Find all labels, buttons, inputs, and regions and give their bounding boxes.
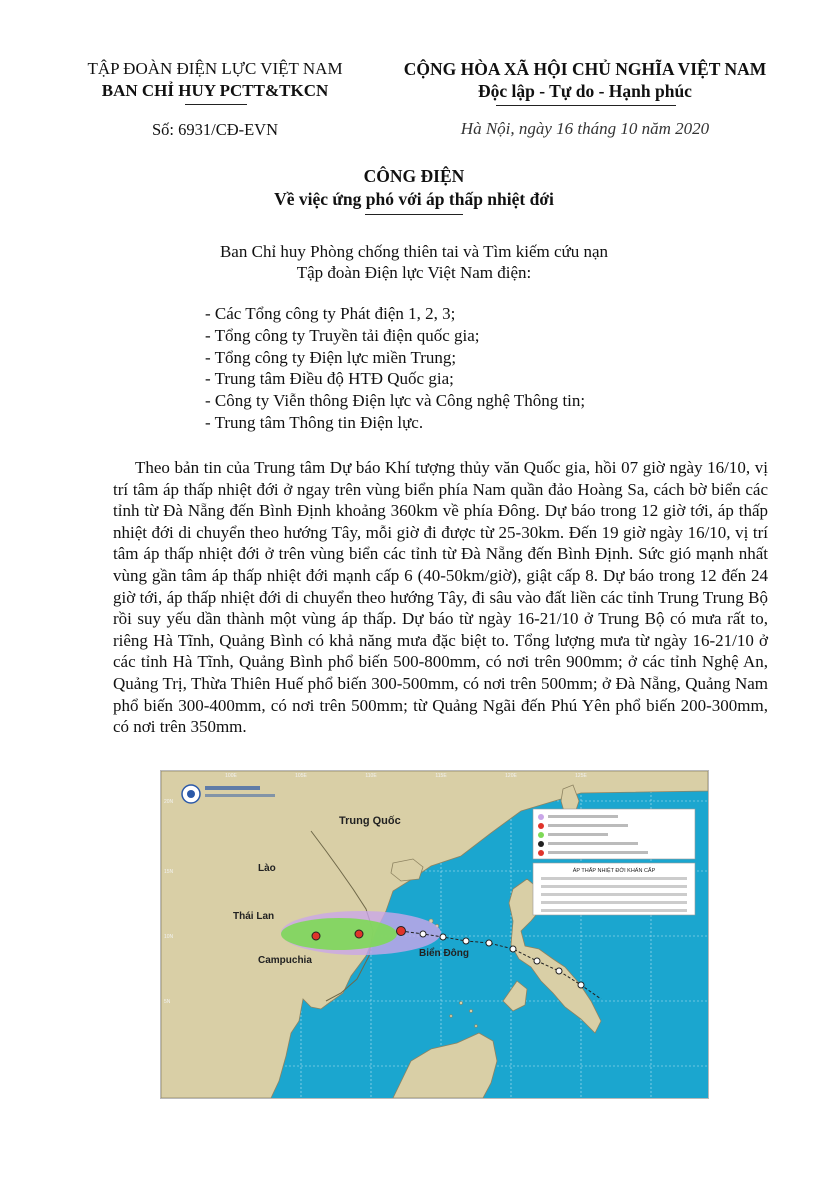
motto-underline	[496, 105, 676, 106]
recipient-item: - Trung tâm Thông tin Điện lực.	[205, 412, 424, 432]
label-thailand: Thái Lan	[233, 911, 275, 922]
lon-tick: 100E	[225, 773, 237, 779]
storm-forecast-map	[160, 770, 709, 1099]
country-name: CỘNG HÒA XÃ HỘI CHỦ NGHĨA VIỆT NAM	[403, 59, 767, 79]
lon-tick: 115E	[435, 773, 447, 779]
storm-forecast-icon	[355, 930, 363, 938]
recipient-item: - Tổng công ty Truyền tải điện quốc gia;	[205, 325, 480, 345]
document-title: CÔNG ĐIỆN	[363, 166, 465, 186]
recipient-item: - Trung tâm Điều độ HTĐ Quốc gia;	[205, 369, 454, 389]
recipient-item: - Các Tổng công ty Phát điện 1, 2, 3;	[205, 304, 456, 323]
storm-center-icon	[397, 927, 406, 936]
recipient-list	[205, 303, 585, 434]
label-cambodia: Campuchia	[258, 955, 312, 966]
body-paragraph	[113, 457, 768, 738]
recipient-item: - Công ty Viễn thông Điện lực và Công nghệ Thông tin;	[205, 391, 586, 411]
lat-tick: 5N	[164, 999, 171, 1005]
issuer-block	[55, 58, 375, 102]
lat-tick: 15N	[164, 869, 174, 875]
label-east-sea: Biển Đông	[419, 948, 469, 959]
national-heading	[380, 58, 790, 102]
sender-block	[0, 241, 828, 283]
lat-tick: 10N	[164, 934, 174, 940]
recipient-item: - Tổng công ty Điện lực miền Trung;	[205, 347, 457, 367]
lon-tick: 105E	[295, 773, 307, 779]
issuer-underline	[185, 104, 247, 105]
org-name: TẬP ĐOÀN ĐIỆN LỰC VIỆT NAM	[87, 59, 343, 78]
subject-underline	[365, 214, 463, 215]
map-graphic	[161, 771, 708, 1098]
national-motto: Độc lập - Tự do - Hạnh phúc	[478, 81, 692, 101]
body-text: Theo bản tin của Trung tâm Dự báo Khí tượng thủy văn Quốc gia, hồi 07 giờ ngày 16/10, vị trí tâm áp thấp nhiệt đới ở ngay trên vùng biển phía Nam quần đảo Hoàng Sa, cách bờ biển các tỉnh từ Đà Nẵng đến Bình Định khoảng 360km về phía Đông. Dự báo trong 12 giờ tới, áp thấp nhiệt đới di chuyển theo hướng Tây, mỗi giờ đi được từ 25-30km. Đến 19 giờ ngày 16/10, vị trí tâm áp thấp nhiệt đới ở trên vùng biển các tỉnh từ Đà Nẵng đến Bình Định. Sức gió mạnh nhất vùng gần tâm áp thấp nhiệt đới mạnh cấp 6 (40-50km/giờ), giật cấp 8. Dự báo trong 12 đến 24 giờ tới, áp thấp nhiệt đới di chuyển theo hướng Tây, đi sâu vào đất liền các tỉnh Trung Trung Bộ rồi suy yếu dần thành một vùng áp thấp. Dự báo từ ngày 16-21/10 ở Trung Bộ có mưa rất to, riêng Hà Tĩnh, Quảng Bình có khả năng mưa đặc biệt to. Tổng lượng mưa từ ngày 16-21/10 ở các tỉnh Hà Tĩnh, Quảng Bình phổ biến 500-800mm, có nơi trên 900mm; ở các tỉnh Nghệ An, Quảng Trị, Thừa Thiên Huế phổ biến 300-500mm, có nơi trên 500mm; ở Đà Nẵng, Quảng Nam phổ biến 300-400mm, có nơi trên 500mm; từ Quảng Ngãi đến Phú Yên phổ biến 200-300mm, có nơi trên 350mm.	[113, 458, 768, 737]
label-china: Trung Quốc	[339, 815, 401, 827]
document-subject: Về việc ứng phó với áp thấp nhiệt đới	[274, 189, 554, 209]
sender-line-2: Tập đoàn Điện lực Việt Nam điện:	[296, 263, 532, 282]
label-laos: Lào	[258, 863, 276, 874]
document-title-block	[0, 165, 828, 211]
legend-heading: ÁP THẤP NHIỆT ĐỚI KHẨN CẤP	[572, 868, 656, 874]
lon-tick: 125E	[575, 773, 587, 779]
lat-tick: 20N	[164, 799, 174, 805]
lon-tick: 110E	[365, 773, 377, 779]
place-date: Hà Nội, ngày 16 tháng 10 năm 2020	[460, 119, 710, 138]
storm-forecast-icon	[312, 932, 320, 940]
org-committee: BAN CHỈ HUY PCTT&TKCN	[101, 81, 329, 100]
document-number: Số: 6931/CĐ-EVN	[151, 120, 279, 139]
lon-tick: 120E	[505, 773, 517, 779]
wind-zone-inner	[281, 918, 397, 950]
sender-line-1: Ban Chỉ huy Phòng chống thiên tai và Tìm kiếm cứu nạn	[219, 242, 609, 261]
